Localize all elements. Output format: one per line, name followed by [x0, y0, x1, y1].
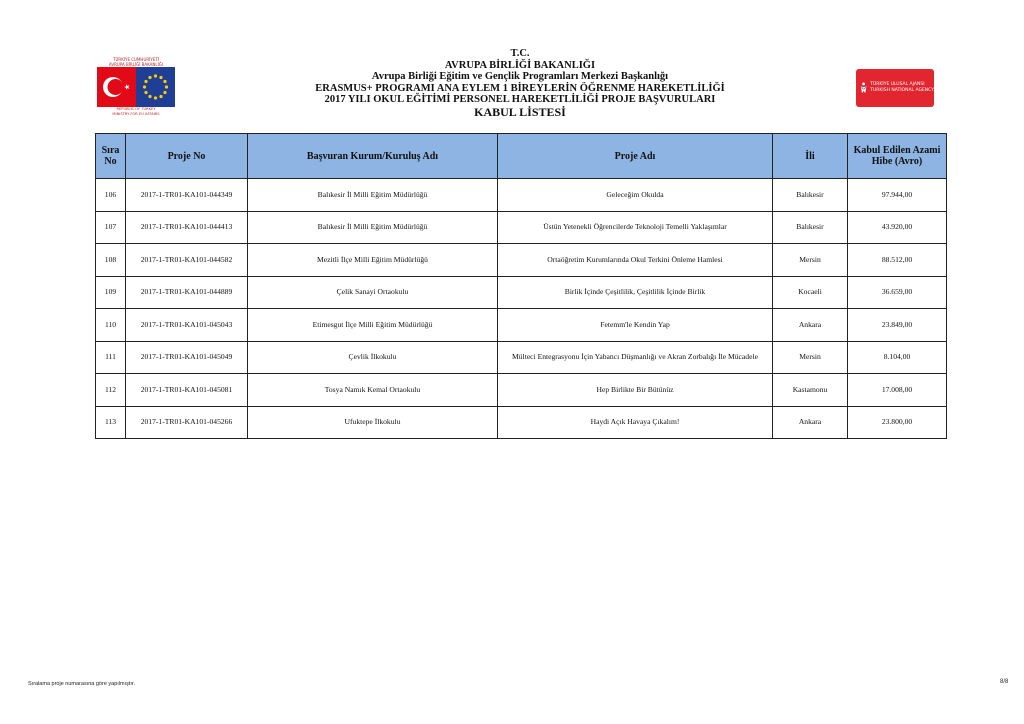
- page-number: 8/8: [1000, 679, 1009, 685]
- title-line-6: KABUL LİSTESİ: [474, 104, 566, 119]
- cell-ili: Balıkesir: [773, 211, 848, 244]
- cell-hibe: 43.920,00: [848, 211, 947, 244]
- cell-sira: 107: [96, 211, 126, 244]
- table-row: [96, 341, 947, 374]
- cell-kurum: Balıkesir İl Milli Eğitim Müdürlüğü: [248, 211, 498, 244]
- cell-proje-adi: Üstün Yetenekli Öğrencilerde Teknoloji Temelli Yaklaşımlar: [498, 211, 773, 244]
- document-title: [250, 48, 790, 119]
- cell-ili: Kastamonu: [773, 374, 848, 407]
- cell-proje-no: 2017-1-TR01-KA101-044889: [126, 276, 248, 309]
- cell-sira: 106: [96, 179, 126, 212]
- cell-sira: 113: [96, 406, 126, 439]
- footer-note: Sıralama proje numarasına göre yapılmıştır.: [28, 681, 135, 687]
- cell-ili: Mersin: [773, 244, 848, 277]
- cell-proje-no: 2017-1-TR01-KA101-045043: [126, 309, 248, 342]
- cell-ili: Ankara: [773, 406, 848, 439]
- acceptance-table: [95, 133, 947, 439]
- cell-proje-adi: Mülteci Entegrasyonu İçin Yabancı Düşmanlığı ve Akran Zorbalığı İle Mücadele: [498, 341, 773, 374]
- cell-kurum: Çevlik İlkokulu: [248, 341, 498, 374]
- cell-hibe: 23.800,00: [848, 406, 947, 439]
- cell-proje-adi: Geleceğim Okulda: [498, 179, 773, 212]
- cell-hibe: 8.104,00: [848, 341, 947, 374]
- cell-proje-no: 2017-1-TR01-KA101-045081: [126, 374, 248, 407]
- cell-hibe: 88.512,00: [848, 244, 947, 277]
- cell-ili: Balıkesir: [773, 179, 848, 212]
- cell-proje-adi: Hep Birlikte Bir Bütünüz: [498, 374, 773, 407]
- cell-hibe: 23.849,00: [848, 309, 947, 342]
- title-line-1: T.C.: [510, 48, 530, 59]
- table-row: [96, 309, 947, 342]
- logo-top-caption-1: TÜRKİYE CUMHURİYETİ: [113, 57, 159, 62]
- cell-proje-adi: Ortaöğretim Kurumlarında Okul Terkini Önleme Hamlesi: [498, 244, 773, 277]
- cell-ili: Ankara: [773, 309, 848, 342]
- flags: [97, 67, 175, 107]
- title-line-5: 2017 YILI OKUL EĞİTİMİ PERSONEL HAREKETLİLİĞİ PROJE BAŞVURULARI: [324, 94, 716, 105]
- cell-sira: 112: [96, 374, 126, 407]
- title-line-2: AVRUPA BİRLİĞİ BAKANLIĞI: [444, 59, 596, 71]
- cell-kurum: Tosya Namık Kemal Ortaokulu: [248, 374, 498, 407]
- cell-sira: 108: [96, 244, 126, 277]
- cell-kurum: Etimesgut İlçe Milli Eğitim Müdürlüğü: [248, 309, 498, 342]
- cell-proje-no: 2017-1-TR01-KA101-044349: [126, 179, 248, 212]
- column-header-kurum: Başvuran Kurum/Kuruluş Adı: [248, 134, 498, 179]
- table-row: [96, 374, 947, 407]
- cell-sira: 109: [96, 276, 126, 309]
- eu-flag-icon: [136, 67, 175, 107]
- national-agency-logo: [856, 69, 934, 107]
- cell-kurum: Mezitli İlçe Milli Eğitim Müdürlüğü: [248, 244, 498, 277]
- cell-sira: 110: [96, 309, 126, 342]
- column-header-proje-no: Proje No: [126, 134, 248, 179]
- cell-proje-no: 2017-1-TR01-KA101-045049: [126, 341, 248, 374]
- cell-hibe: 17.008,00: [848, 374, 947, 407]
- agency-name-en: TURKISH NATIONAL AGENCY: [870, 88, 934, 93]
- table-row: [96, 179, 947, 212]
- table-header-row: [96, 134, 947, 179]
- cell-proje-adi: Fetemm'le Kendin Yap: [498, 309, 773, 342]
- cell-ili: Kocaeli: [773, 276, 848, 309]
- cell-proje-no: 2017-1-TR01-KA101-045266: [126, 406, 248, 439]
- cell-proje-no: 2017-1-TR01-KA101-044582: [126, 244, 248, 277]
- column-header-hibe: Kabul Edilen Azami Hibe (Avro): [848, 134, 947, 179]
- column-header-sira-no: Sıra No: [96, 134, 126, 179]
- cell-ili: Mersin: [773, 341, 848, 374]
- cell-proje-adi: Birlik İçinde Çeşitlilik, Çeşitlilik İçinde Birlik: [498, 276, 773, 309]
- title-line-4: ERASMUS+ PROGRAMI ANA EYLEM 1 BİREYLERİN ÖĞRENME HAREKETLİLİĞİ: [315, 82, 725, 94]
- cell-hibe: 36.659,00: [848, 276, 947, 309]
- cell-proje-no: 2017-1-TR01-KA101-044413: [126, 211, 248, 244]
- cell-kurum: Ufuktepe İlkokulu: [248, 406, 498, 439]
- table-row: [96, 276, 947, 309]
- ministry-logo: [97, 57, 175, 115]
- cell-hibe: 97.944,00: [848, 179, 947, 212]
- turkey-flag-icon: [97, 67, 136, 107]
- column-header-proje-adi: Proje Adı: [498, 134, 773, 179]
- table-row: [96, 211, 947, 244]
- table-row: [96, 244, 947, 277]
- cell-kurum: Çelik Sanayi Ortaokulu: [248, 276, 498, 309]
- cell-kurum: Balıkesir İl Milli Eğitim Müdürlüğü: [248, 179, 498, 212]
- logo-top-caption-2: AVRUPA BİRLİĞİ BAKANLIĞI: [108, 62, 164, 67]
- logo-bottom-caption-2: MINISTRY FOR EU AFFAIRS: [112, 111, 160, 116]
- cell-proje-adi: Haydi Açık Havaya Çıkalım!: [498, 406, 773, 439]
- table-row: [96, 406, 947, 439]
- column-header-ili: İli: [773, 134, 848, 179]
- title-line-3: Avrupa Birliği Eğitim ve Gençlik Programları Merkezi Başkanlığı: [371, 71, 669, 82]
- agency-name-tr: TÜRKİYE ULUSAL AJANSI: [870, 82, 925, 87]
- cell-sira: 111: [96, 341, 126, 374]
- person-icon: [860, 73, 867, 103]
- logo-bottom-caption-1: REPUBLIC OF TURKEY: [116, 107, 156, 111]
